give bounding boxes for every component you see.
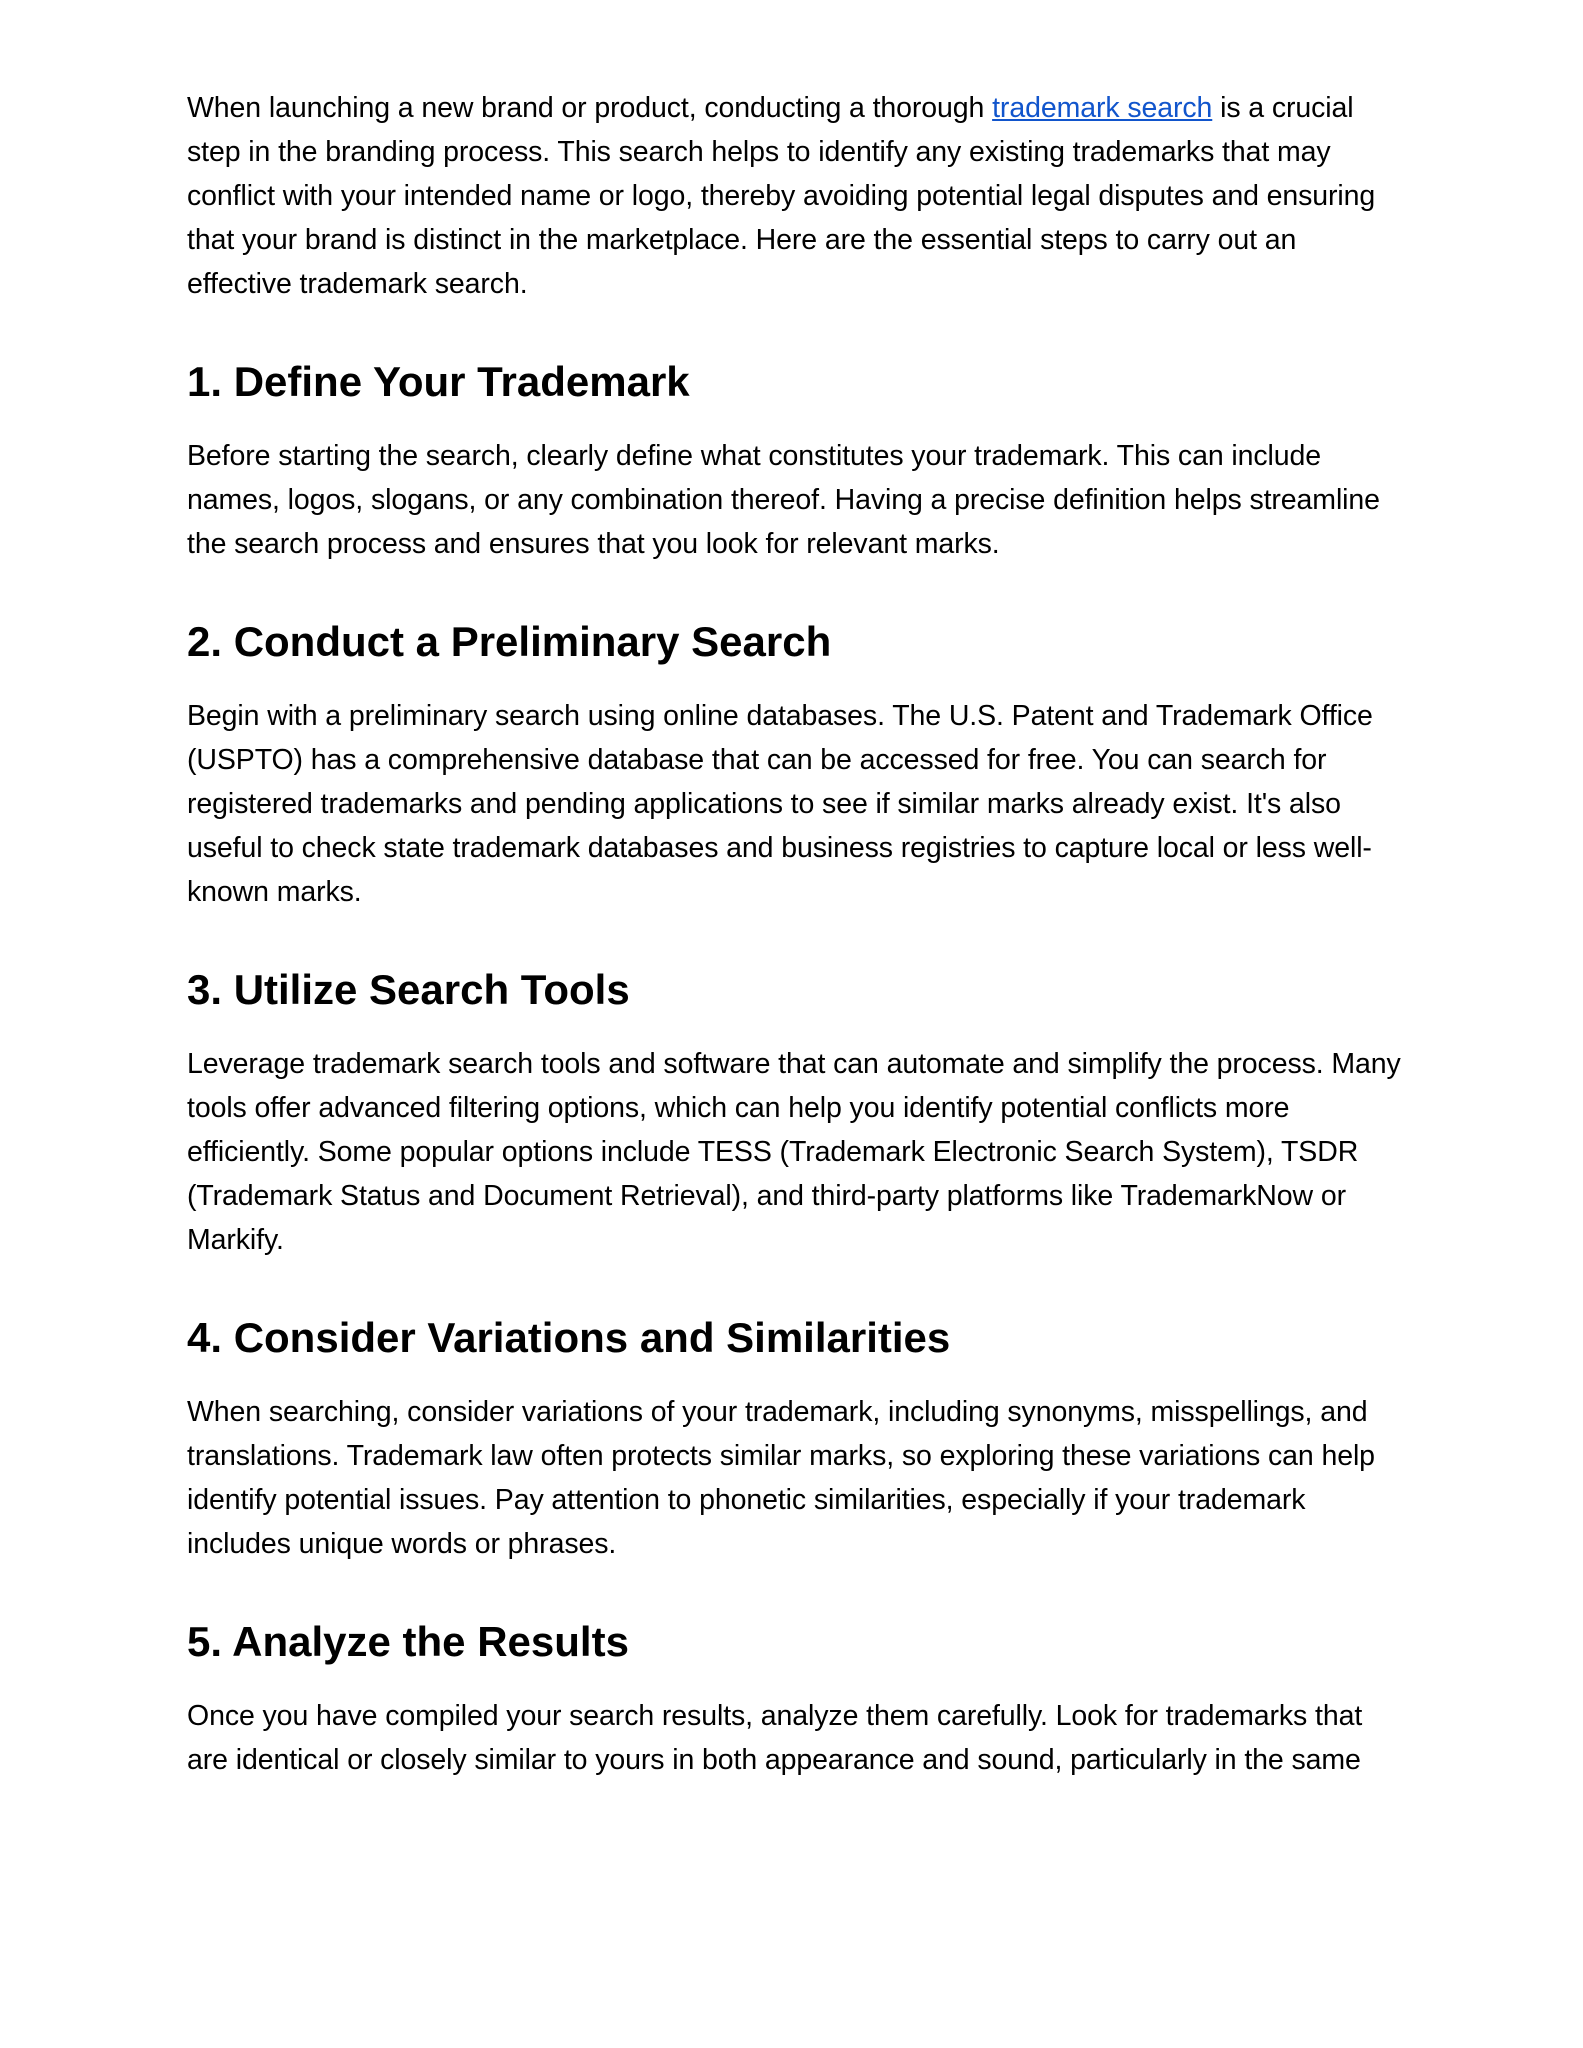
section-4-paragraph: When searching, consider variations of your trademark, including synonyms, misspellings, and translations. Trademark law often protects similar marks, so exploring these variations can help identify potential issues. Pay attention to phonetic similarities, especially if your trademark includes unique words or phrases. (187, 1396, 1375, 1560)
section-1-heading: 1. Define Your Trademark (187, 358, 690, 405)
intro-text-before-link: When launching a new brand or product, conducting a thorough (187, 92, 993, 124)
section-4-heading: 4. Consider Variations and Similarities (187, 1314, 951, 1361)
section-5-heading: 5. Analyze the Results (187, 1618, 629, 1665)
trademark-search-link[interactable]: trademark search (992, 92, 1213, 124)
intro-text-after-link: is a crucial step in the branding process. This search helps to identify any existing trademarks that may conflict with your intended name or logo, thereby avoiding potential legal disputes and ensuring that your brand is distinct in the marketplace. Here are the essential steps to carry out an effective trademark search. (187, 92, 1376, 300)
intro-paragraph (187, 86, 1402, 306)
section-5-paragraph: Once you have compiled your search results, analyze them carefully. Look for trademarks that are identical or closely similar to yours in both appearance and sound, particularly in the same (187, 1700, 1363, 1776)
section-2-heading: 2. Conduct a Preliminary Search (187, 618, 832, 665)
document-page (187, 86, 1402, 1830)
section-3-heading: 3. Utilize Search Tools (187, 966, 630, 1013)
section-3-paragraph: Leverage trademark search tools and software that can automate and simplify the process. Many tools offer advanced filtering options, which can help you identify potential conflicts more efficiently. Some popular options include TESS (Trademark Electronic Search System), TSDR (Trademark Status and Document Retrieval), and third-party platforms like TrademarkNow or Markify. (187, 1048, 1401, 1256)
section-2-paragraph: Begin with a preliminary search using online databases. The U.S. Patent and Trademark Office (USPTO) has a comprehensive database that can be accessed for free. You can search for registered trademarks and pending applications to see if similar marks already exist. It's also useful to check state trademark databases and business registries to capture local or less well-known marks. (187, 700, 1373, 908)
section-1-paragraph: Before starting the search, clearly define what constitutes your trademark. This can include names, logos, slogans, or any combination thereof. Having a precise definition helps streamline the search process and ensures that you look for relevant marks. (187, 440, 1380, 560)
